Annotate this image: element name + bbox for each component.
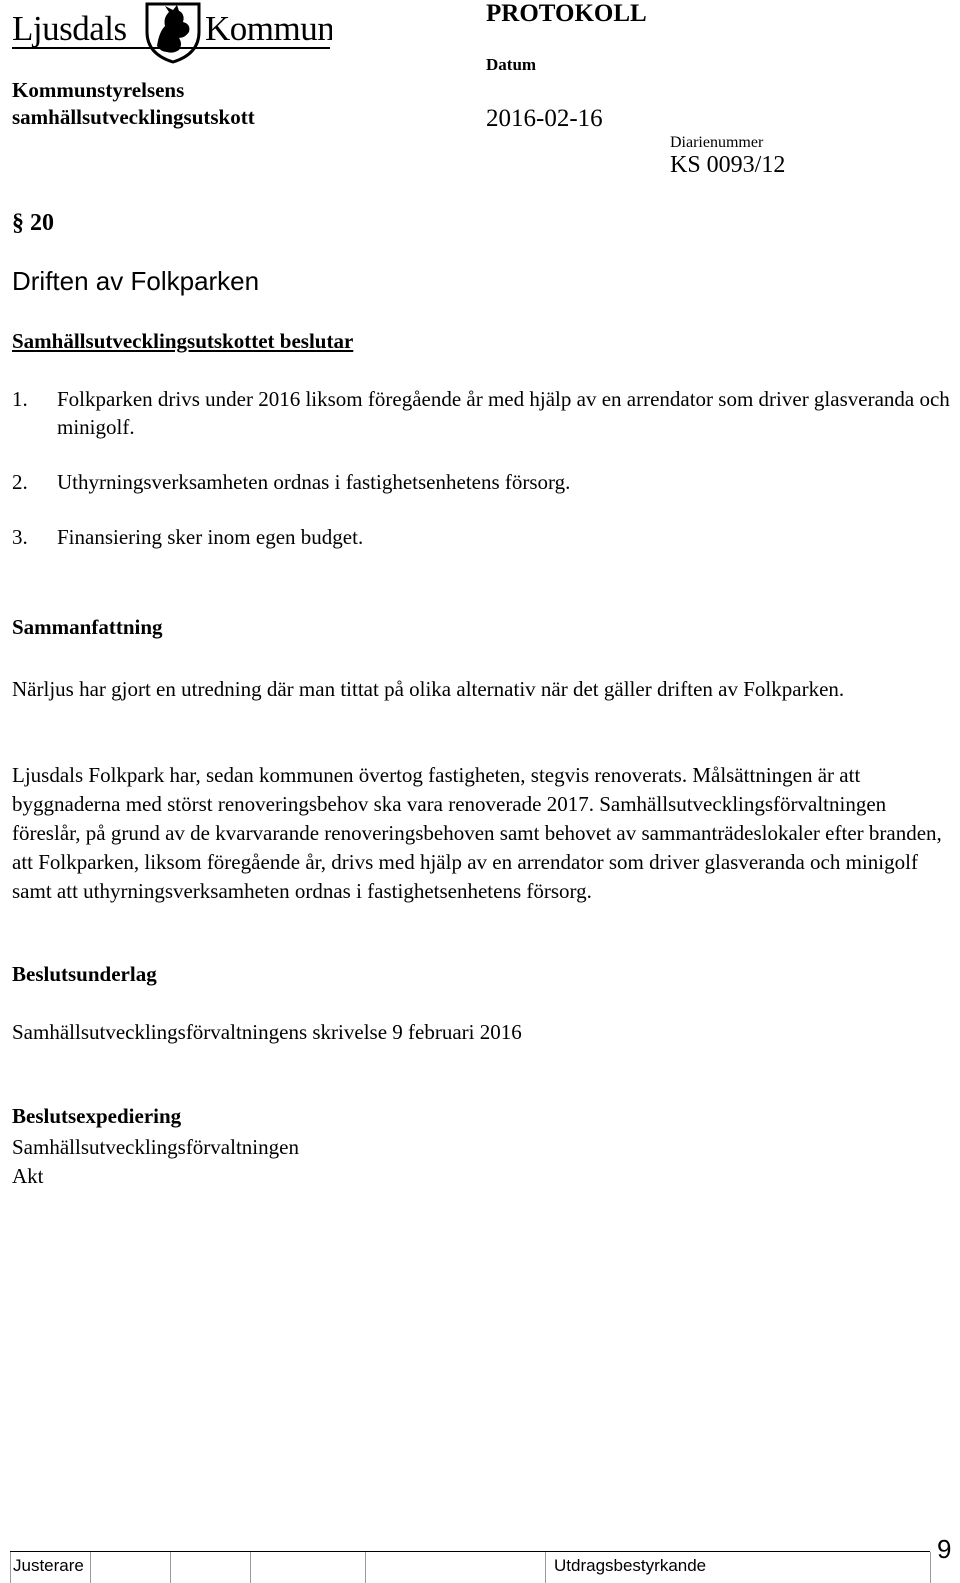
list-item <box>12 468 952 496</box>
logo-graphic <box>12 2 332 64</box>
list-item-text: Folkparken drivs under 2016 liksom föregående år med hjälp av en arrendator som driver glasveranda och minigolf. <box>57 387 950 439</box>
committee-name-line1: Kommunstyrelsens <box>12 78 185 102</box>
dispatch-heading: Beslutsexpediering <box>12 1104 182 1128</box>
paragraph-number: § 20 <box>12 210 54 236</box>
footer-cell-border <box>545 1552 546 1583</box>
list-item-number: 1. <box>12 387 28 411</box>
document-type: PROTOKOLL <box>486 0 647 27</box>
list-item <box>12 385 952 441</box>
footer-cell-border <box>250 1552 251 1583</box>
page-number: 9 <box>937 1534 952 1564</box>
logo-word-right: Kommun <box>205 9 332 48</box>
summary-paragraph-1: Närljus har gjort en utredning där man tittat på olika alternativ när det gäller driften av Folkparken. <box>12 677 845 701</box>
page-title: Driften av Folkparken <box>12 266 260 296</box>
diary-number-label: Diarienummer <box>670 134 764 151</box>
municipality-logo <box>12 2 332 64</box>
diary-number-value: KS 0093/12 <box>670 152 786 178</box>
summary-heading: Sammanfattning <box>12 615 163 639</box>
list-item-number: 2. <box>12 470 28 494</box>
decision-heading: Samhällsutvecklingsutskottet beslutar <box>12 329 354 353</box>
date-label: Datum <box>486 55 537 74</box>
footer-cell-border <box>930 1552 931 1583</box>
footer-justerare: Justerare <box>13 1556 84 1575</box>
dispatch-recipient: Samhällsutvecklingsförvaltningen <box>12 1135 299 1159</box>
decision-list <box>12 385 952 578</box>
footer-cell-border <box>90 1552 91 1583</box>
footer-divider <box>10 1551 930 1552</box>
basis-heading: Beslutsunderlag <box>12 962 157 986</box>
list-item-text: Uthyrningsverksamheten ordnas i fastighetsenhetens försorg. <box>57 470 571 494</box>
dispatch-recipient: Akt <box>12 1164 44 1188</box>
list-item-text: Finansiering sker inom egen budget. <box>57 525 364 549</box>
footer-cell-border <box>365 1552 366 1583</box>
logo-word-left: Ljusdals <box>12 9 127 48</box>
footer-cell-border <box>10 1552 11 1583</box>
basis-text: Samhällsutvecklingsförvaltningens skrivelse 9 februari 2016 <box>12 1020 522 1044</box>
list-item-number: 3. <box>12 525 28 549</box>
date-value: 2016-02-16 <box>486 105 603 132</box>
footer-utdragsbestyrkande: Utdragsbestyrkande <box>554 1556 707 1575</box>
summary-paragraph-2: Ljusdals Folkpark har, sedan kommunen övertog fastigheten, stegvis renoverats. Målsättningen är att byggnaderna med störst renoveringsbehov ska vara renoverade 2017. Samhällsutvecklingsförvaltningen föreslår, på grund av de kvarvarande renoveringsbehoven samt behovet av sammanträdeslokaler efter branden, att Folkparken, liksom föregående år, drivs med hjälp av en arrendator som driver glasveranda och minigolf samt att uthyrningsverksamheten ordnas i fastighetsenhetens försorg. <box>12 763 942 903</box>
committee-name-line2: samhällsutvecklingsutskott <box>12 105 255 129</box>
coat-of-arms-icon <box>147 4 199 62</box>
footer-cell-border <box>170 1552 171 1583</box>
list-item <box>12 523 952 551</box>
